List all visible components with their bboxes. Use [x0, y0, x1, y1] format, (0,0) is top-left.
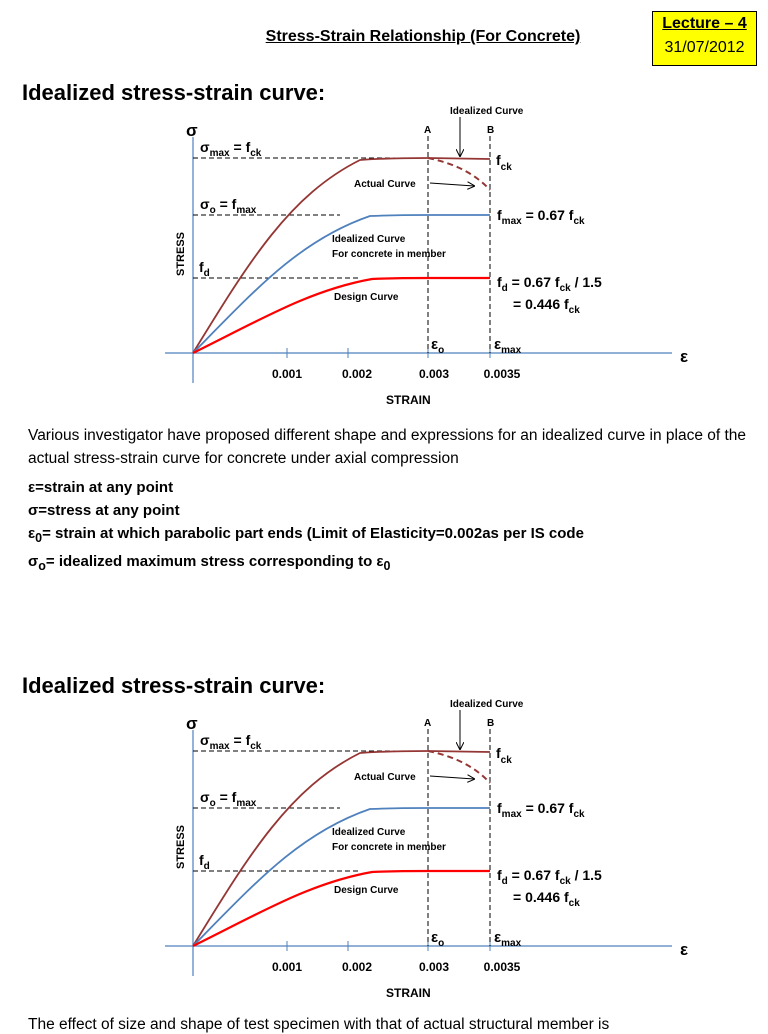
lecture-number: Lecture – 4: [662, 15, 747, 32]
description-paragraph: Various investigator have proposed different shape and expressions for an idealized curve in place of the actual stress-strain curve for concrete under axial compression: [28, 427, 747, 467]
figure-2: [165, 699, 688, 1000]
definition-stress: σ=stress at any point: [28, 502, 180, 519]
section-heading-1: Idealized stress-strain curve:: [22, 80, 326, 105]
page-title: Stress-Strain Relationship (For Concrete): [265, 28, 581, 45]
lecture-date: 31/07/2012: [664, 39, 745, 56]
definitions-list: [28, 476, 584, 578]
definition-sigma-o: $\sigma_o=$ idealized maximum stress corresponding to $\varepsilon_0$: [28, 553, 391, 573]
section-heading-2: Idealized stress-strain curve:: [22, 673, 326, 698]
definition-eps-0: $\varepsilon_0=$ strain at which parabolic part ends (Limit of Elasticity=0.002as per IS code: [28, 525, 584, 545]
figure-1: [165, 106, 688, 407]
definition-strain: ε=strain at any point: [28, 479, 174, 496]
bottom-cutoff-text: The effect of size and shape of test specimen with that of actual structural member is: [28, 1016, 610, 1033]
